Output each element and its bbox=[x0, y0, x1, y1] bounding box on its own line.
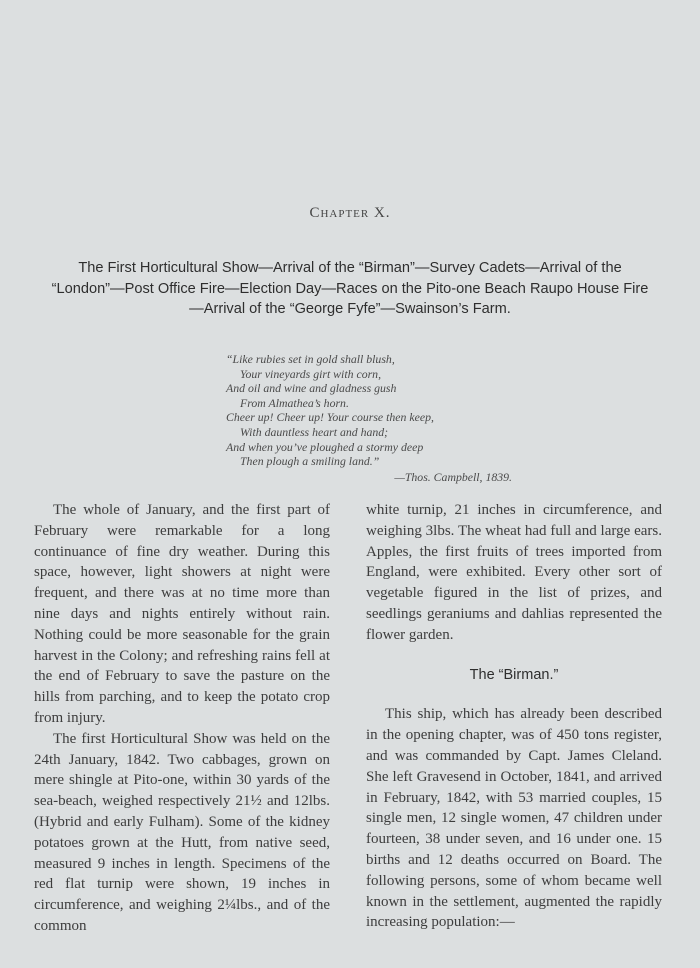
poem-line: Your vineyards girt with corn, bbox=[240, 366, 382, 381]
epigraph-poem bbox=[226, 352, 526, 484]
poem-line: And oil and wine and gladness gush bbox=[226, 381, 397, 396]
body-paragraph: The first Horticultural Show was held on the 24th January, 1842. Two cabbages, grown on mere shingle at Pito-one, within 30 yards of the sea-beach, weighed respectively 21½ and 12lbs. (Hybrid and early Fulham). Some of the kidney potatoes grown at the Hutt, from native seed, measured 9 inches in length. Specimens of the red flat turnip were shown, 19 inches in circumference, and weighing 2¼lbs., and of the common bbox=[34, 730, 330, 934]
chapter-heading: Chapter X. bbox=[309, 205, 391, 221]
poem-line: Cheer up! Cheer up! Your course then keep, bbox=[226, 410, 434, 425]
body-paragraph: The whole of January, and the first part of February were remarkable for a long continuance of fine dry weather. During this space, however, light showers at night were frequent, and there was at no time more than nine days and nights entirely without rain. Nothing could be more seasonable for the grain harvest in the Colony; and refreshing rains fell at the end of February to save the pasture on the hills from parching, and to keep the potato crop from injury. bbox=[34, 502, 330, 726]
poem-attribution: —Thos. Campbell, 1839. bbox=[394, 469, 512, 484]
poem-line: From Almathea’s horn. bbox=[240, 395, 349, 410]
chapter-synopsis: The First Horticultural Show—Arrival of the “Birman”—Survey Cadets—Arrival of the “London”—Post Office Fire—Election Day—Races on the Pito-one Beach Raupo House Fire—Arrival of the “George Fyfe”—Swainson’s Farm. bbox=[51, 260, 649, 317]
poem-line: And when you’ve ploughed a stormy deep bbox=[226, 439, 424, 454]
body-paragraph-continued: white turnip, 21 inches in circumference, and weighing 3lbs. The wheat had full and large ears. Apples, the first fruits of trees imported from England, were exhibited. Every other sort of vegetable figured in the list of prizes, and seedlings geraniums and dahlias represented the flower garden. bbox=[366, 502, 662, 643]
body-paragraph: This ship, which has already been described in the opening chapter, was of 450 tons register, and was commanded by Capt. James Cleland. She left Gravesend in October, 1841, and arrived in February, 1842, with 53 married couples, 15 single men, 12 single women, 47 children under fourteen, 38 under seven, and 16 under one. 15 births and 12 deaths occurred on Board. The following persons, some of whom became well known in the settlement, augmented the rapidly increasing population:— bbox=[366, 706, 662, 931]
right-column bbox=[366, 500, 662, 933]
section-heading-birman: The “Birman.” bbox=[469, 666, 559, 683]
poem-line: Then plough a smiling land.” bbox=[240, 454, 380, 469]
poem-line: With dauntless heart and hand; bbox=[240, 424, 389, 439]
left-column bbox=[34, 500, 330, 937]
poem-line: “Like rubies set in gold shall blush, bbox=[226, 352, 395, 366]
